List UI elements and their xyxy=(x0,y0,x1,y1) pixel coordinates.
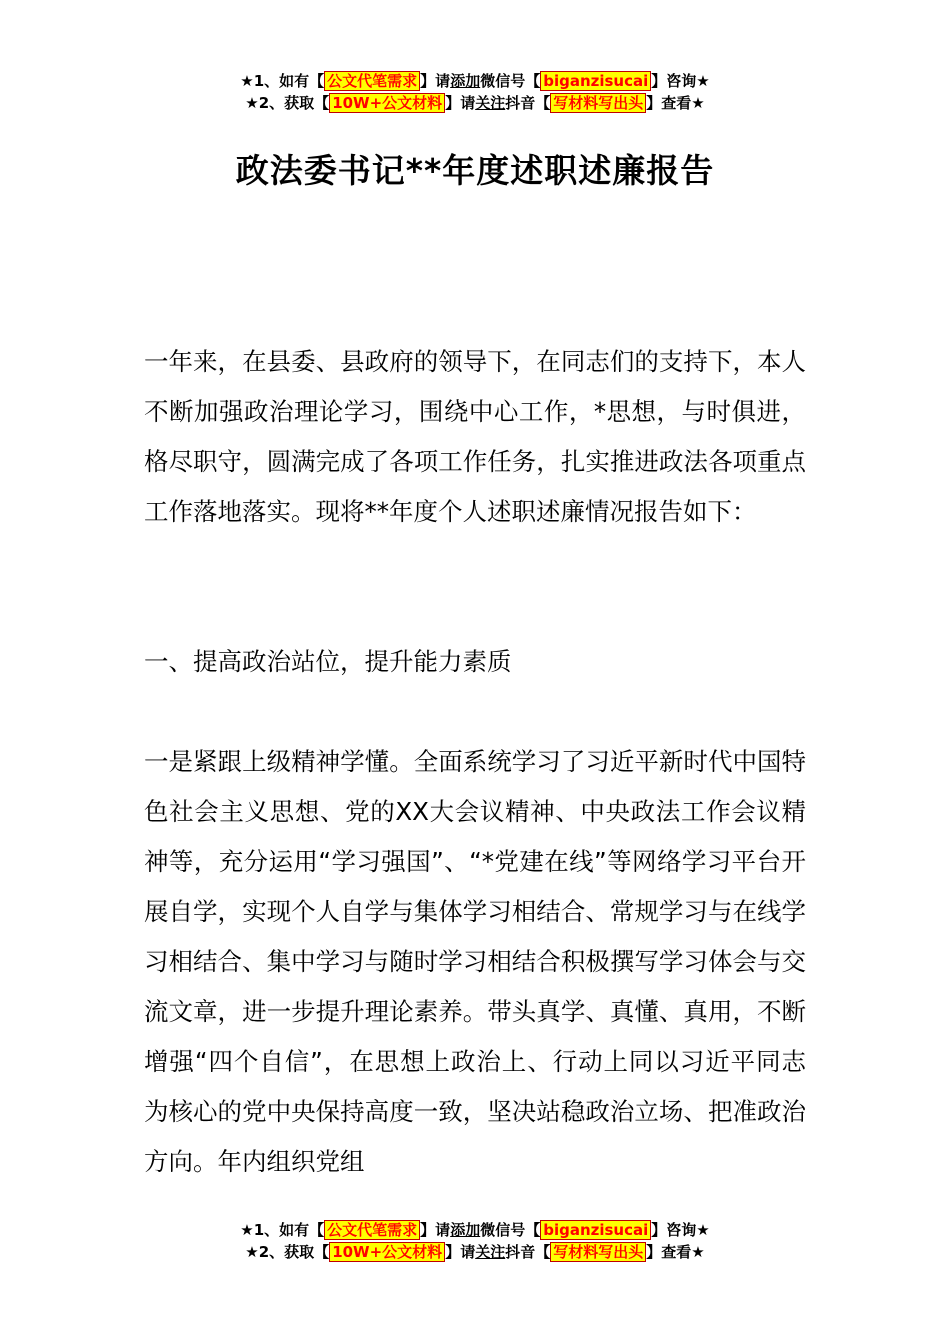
banner-highlight: 10W+公文材料 xyxy=(329,1242,445,1262)
banner-highlight: biganzisucai xyxy=(540,71,651,91)
banner-underlined: 添加 xyxy=(450,1221,481,1239)
header-banner xyxy=(0,70,950,114)
banner-line-2 xyxy=(0,1241,950,1263)
banner-text: 】请 xyxy=(420,1221,451,1239)
banner-line-1 xyxy=(0,70,950,92)
banner-underlined: 关注 xyxy=(475,94,506,112)
banner-line-2 xyxy=(0,92,950,114)
banner-highlight: 公文代笔需求 xyxy=(324,71,420,91)
banner-text: 】查看★ xyxy=(646,94,705,112)
banner-highlight: 公文代笔需求 xyxy=(324,1220,420,1240)
banner-text: 】请 xyxy=(420,72,451,90)
banner-highlight: 写材料写出头 xyxy=(550,1242,646,1262)
banner-text: 抖音【 xyxy=(505,1243,551,1261)
banner-text: ★1、如有【 xyxy=(240,72,325,90)
banner-text: 微信号【 xyxy=(480,72,541,90)
banner-text: ★2、获取【 xyxy=(245,1243,330,1261)
banner-text: 微信号【 xyxy=(480,1221,541,1239)
footer-banner xyxy=(0,1219,950,1263)
banner-underlined: 关注 xyxy=(475,1243,506,1261)
banner-highlight: 10W+公文材料 xyxy=(329,93,445,113)
banner-underlined: 添加 xyxy=(450,72,481,90)
banner-text: ★2、获取【 xyxy=(245,94,330,112)
body-paragraph: 一是紧跟上级精神学懂。全面系统学习了习近平新时代中国特色社会主义思想、党的XX大会议精神、中央政法工作会议精神等，充分运用“学习强国”、“*党建在线”等网络学习平台开展自学，实现个人自学与集体学习相结合、常规学习与在线学习相结合、集中学习与随时学习相结合积极撰写学习体会与交流文章，进一步提升理论素养。带头真学、真懂、真用，不断增强“四个自信”，在思想上政治上、行动上同以习近平同志为核心的党中央保持高度一致，坚决站稳政治立场、把准政治方向。年内组织党组 xyxy=(144,747,806,1176)
banner-highlight: 写材料写出头 xyxy=(550,93,646,113)
banner-text: 】查看★ xyxy=(646,1243,705,1261)
banner-text: 】请 xyxy=(445,1243,476,1261)
banner-text: 】咨询★ xyxy=(651,72,710,90)
banner-text: 】请 xyxy=(445,94,476,112)
banner-text: ★1、如有【 xyxy=(240,1221,325,1239)
banner-text: 抖音【 xyxy=(505,94,551,112)
section-heading: 一、提高政治站位，提升能力素质 xyxy=(144,647,512,676)
intro-paragraph: 一年来，在县委、县政府的领导下，在同志们的支持下，本人不断加强政治理论学习，围绕中心工作，*思想，与时俱进，格尽职守，圆满完成了各项工作任务，扎实推进政法各项重点工作落地落实。现将**年度个人述职述廉情况报告如下： xyxy=(144,347,806,526)
banner-line-1 xyxy=(0,1219,950,1241)
banner-highlight: biganzisucai xyxy=(540,1220,651,1240)
document-title: 政法委书记**年度述职述廉报告 xyxy=(235,151,715,190)
banner-text: 】咨询★ xyxy=(651,1221,710,1239)
